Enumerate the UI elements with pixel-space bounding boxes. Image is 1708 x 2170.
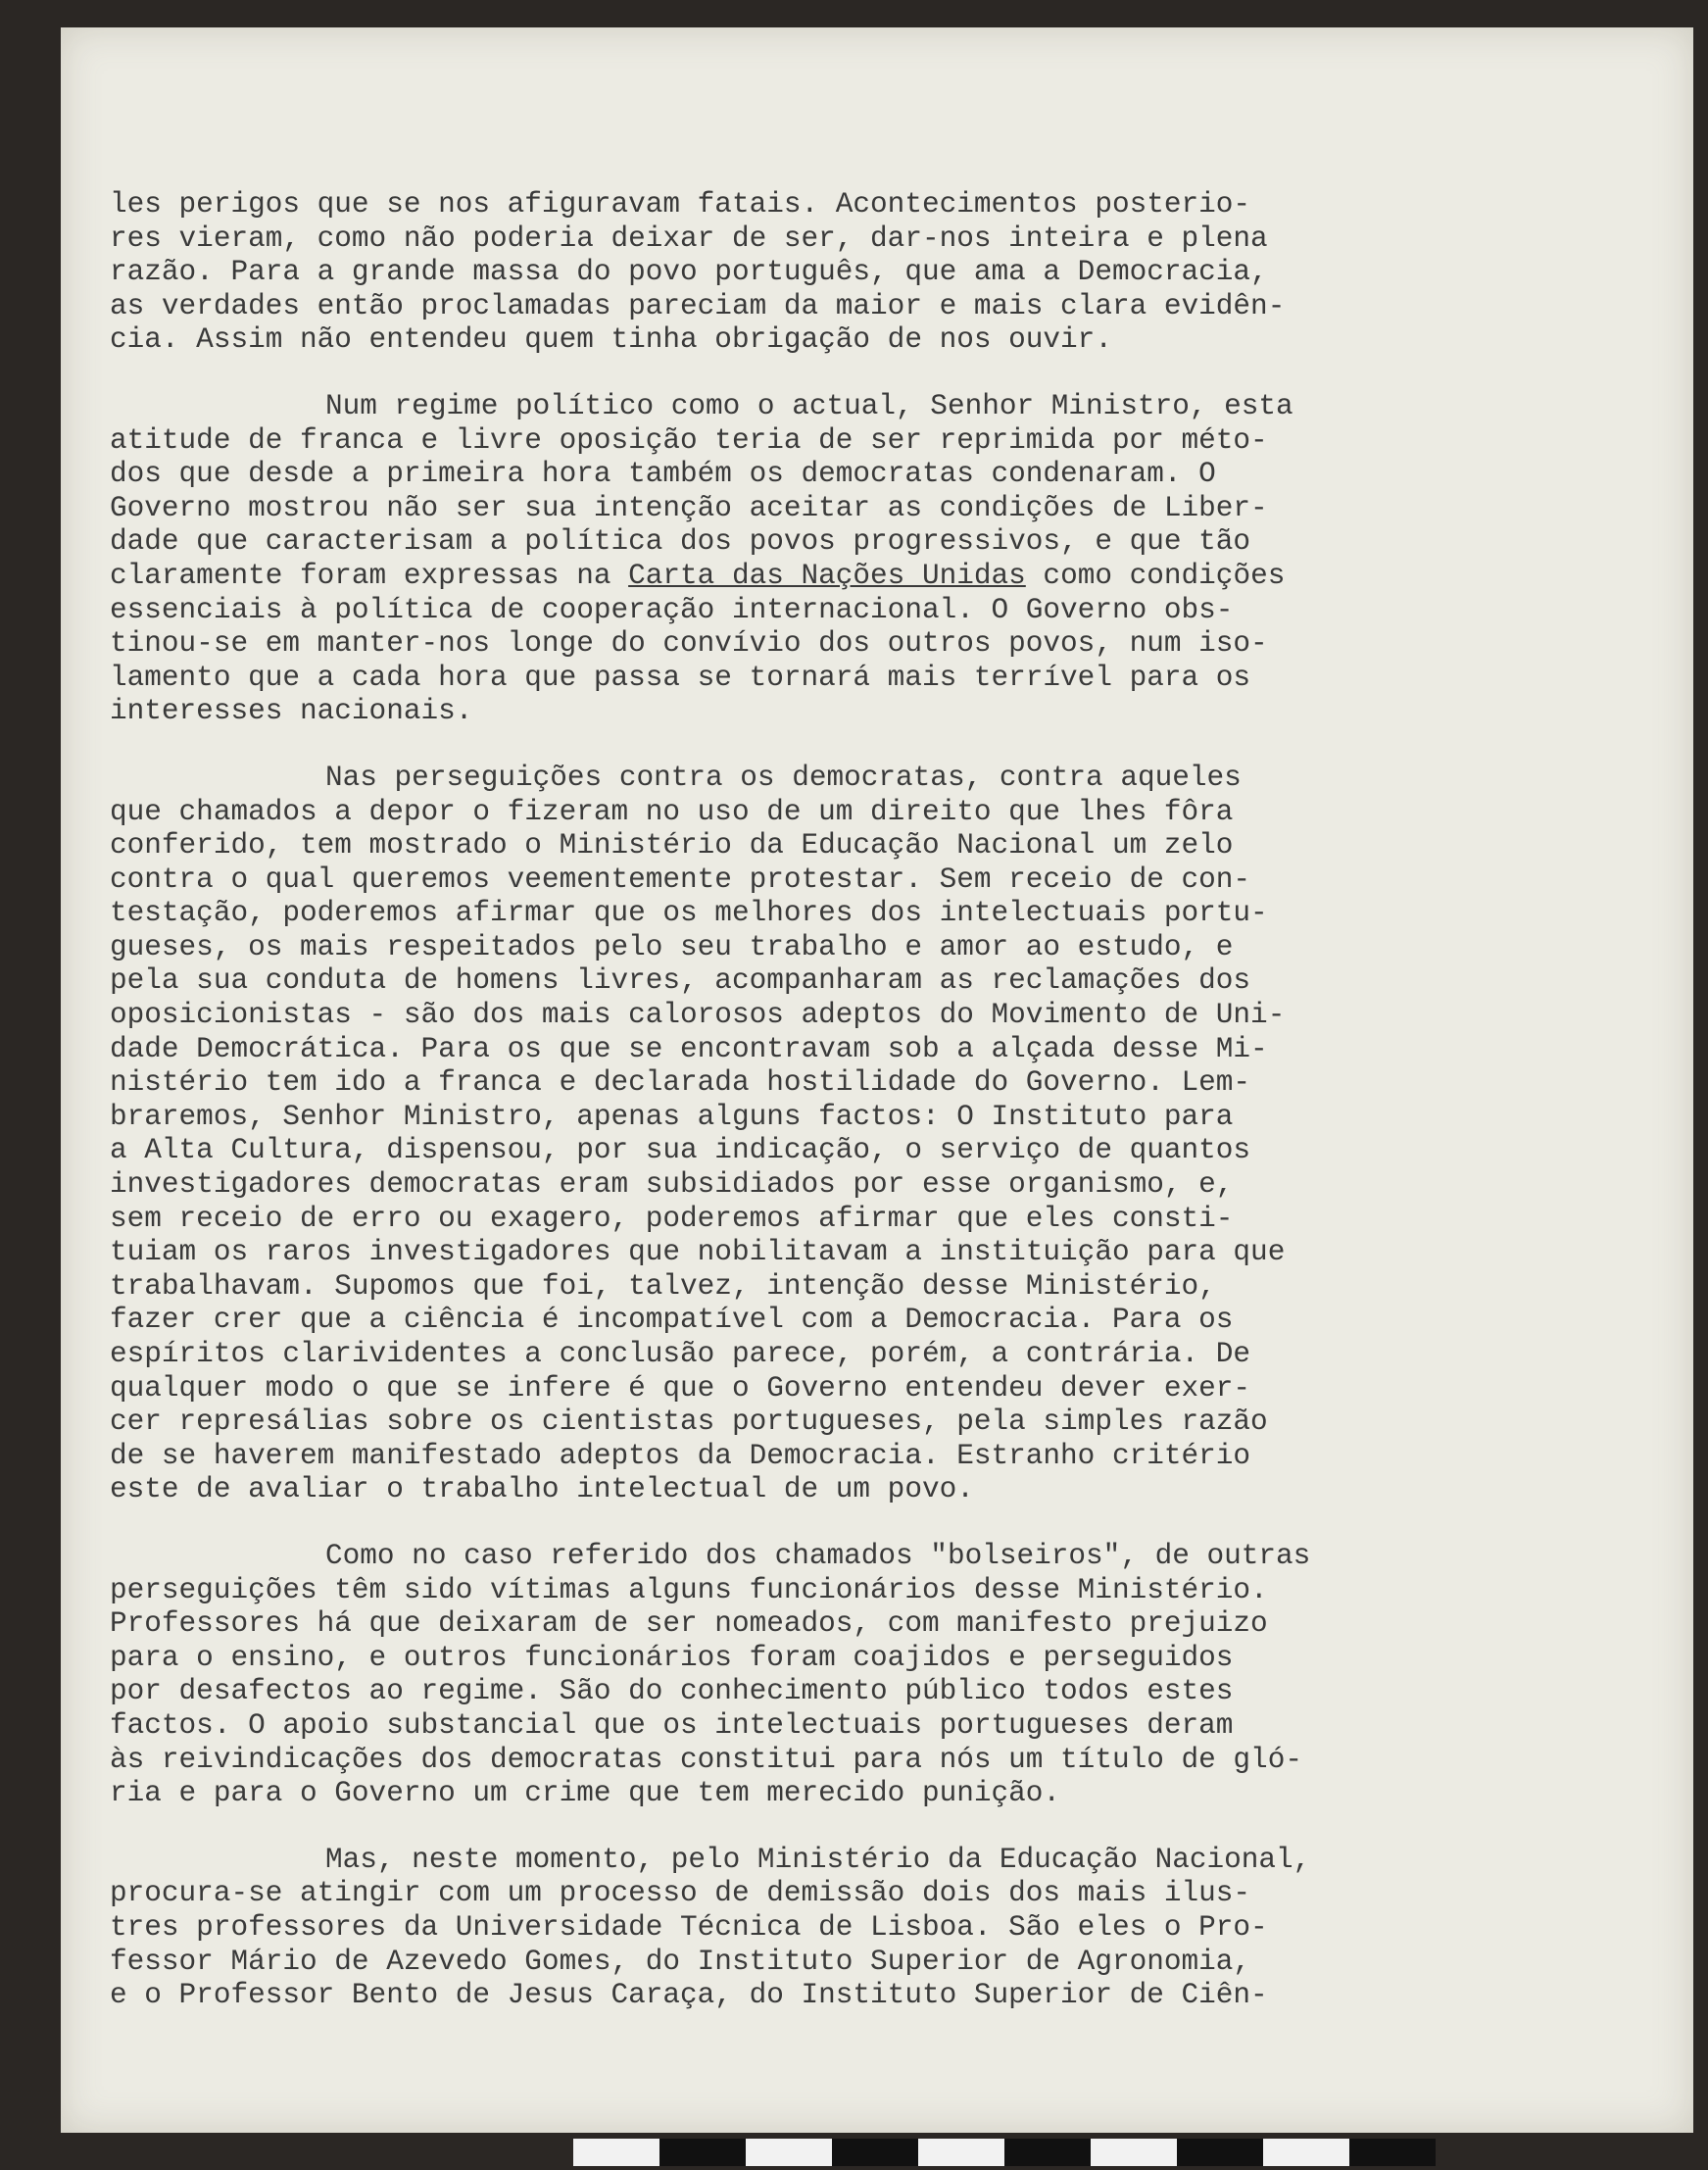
text-line: dos que desde a primeira hora também os democratas condenaram. O [110,458,1216,491]
text-line: dade que caracterisam a política dos povos progressivos, e que tão [110,525,1251,559]
text-line: interesses nacionais. [110,695,473,728]
text-line: Num regime político como o actual, Senhor Ministro, esta [325,389,1293,422]
text-line: factos. O apoio substancial que os intelectuais portugueses deram [110,1708,1234,1742]
text-line: sem receio de erro ou exagero, poderemos afirmar que eles consti- [110,1202,1234,1235]
text-line: res vieram, como não poderia deixar de ser, dar-nos inteira e plena [110,222,1268,255]
paragraph-4 [110,1540,1521,1811]
scale-bar-segment [918,2139,1004,2166]
paragraph-5 [110,1844,1521,2013]
text-line: fazer crer que a ciência é incompatível com a Democracia. Para os [110,1304,1234,1337]
text-line: Como no caso referido dos chamados "bolseiros", de outras [325,1539,1311,1572]
text-line: procura-se atingir com um processo de demissão dois dos mais ilus- [110,1877,1251,1910]
text-line: atitude de franca e livre oposição teria de ser reprimida por méto- [110,423,1268,457]
text-line: trabalhavam. Supomos que foi, talvez, intenção desse Ministério, [110,1269,1216,1303]
text-line: gueses, os mais respeitados pelo seu trabalho e amor ao estudo, e [110,930,1234,963]
text-line: essenciais à política de cooperação internacional. O Governo obs- [110,593,1234,626]
text-line: cer represálias sobre os cientistas portugueses, pela simples razão [110,1406,1268,1439]
paragraph-2 [110,390,1521,729]
text-line: Professores há que deixaram de ser nomeados, com manifesto prejuizo [110,1607,1268,1641]
scale-bar-segment [1177,2139,1263,2166]
paragraph-1 [110,188,1521,358]
text-line: fessor Mário de Azevedo Gomes, do Instituto Superior de Agronomia, [110,1945,1251,1978]
text-line: lamento que a cada hora que passa se tornará mais terrível para os [110,661,1251,694]
text-line: a Alta Cultura, dispensou, por sua indicação, o serviço de quantos [110,1134,1251,1167]
scale-bar-segment [746,2139,832,2166]
underlined-charter-title: Carta das Nações Unidas [628,559,1026,592]
text-line: e o Professor Bento de Jesus Caraça, do Instituto Superior de Ciên- [110,1979,1268,2012]
text-line: para o ensino, e outros funcionários foram coajidos e perseguidos [110,1641,1234,1674]
scale-bar-segment [1349,2139,1436,2166]
text-line: dade Democrática. Para os que se encontravam sob a alçada desse Mi- [110,1032,1268,1065]
text-fragment: como condições [1025,559,1286,592]
text-line: Nas perseguições contra os democratas, contra aqueles [325,761,1242,794]
text-line: tres professores da Universidade Técnica de Lisboa. São eles o Pro- [110,1910,1268,1944]
text-line: conferido, tem mostrado o Ministério da Educação Nacional um zelo [110,829,1234,863]
text-fragment: claramente foram expressas na [110,559,629,592]
text-line: qualquer modo o que se infere é que o Governo entendeu dever exer- [110,1371,1251,1405]
text-line: perseguições têm sido vítimas alguns funcionários desse Ministério. [110,1573,1268,1606]
text-line-with-underline [110,560,1521,594]
text-line: Mas, neste momento, pelo Ministério da Educação Nacional, [325,1843,1311,1876]
scale-bar-segment [832,2139,918,2166]
text-line: tuiam os raros investigadores que nobilitavam a instituição para que [110,1236,1286,1269]
text-line: por desafectos ao regime. São do conhecimento público todos estes [110,1675,1234,1708]
paragraph-3 [110,762,1521,1507]
scale-bar-segment [1091,2139,1177,2166]
text-line: pela sua conduta de homens livres, acompanharam as reclamações dos [110,964,1251,998]
scale-bar-segment [1004,2139,1091,2166]
scale-bar-segment [659,2139,746,2166]
text-line: ria e para o Governo um crime que tem merecido punição. [110,1777,1061,1810]
text-line: espíritos clarividentes a conclusão parece, porém, a contrária. De [110,1338,1251,1370]
text-line: que chamados a depor o fizeram no uso de um direito que lhes fôra [110,795,1234,828]
scale-bar [573,2139,1436,2166]
text-line: nistério tem ido a franca e declarada hostilidade do Governo. Lem- [110,1066,1251,1100]
scale-bar-segment [1263,2139,1349,2166]
text-line: tinou-se em manter-nos longe do convívio dos outros povos, num iso- [110,627,1268,661]
scale-bar-segment [573,2139,659,2166]
document-body [110,188,1521,2046]
text-line: de se haverem manifestado adeptos da Democracia. Estranho critério [110,1439,1251,1472]
text-line: braremos, Senhor Ministro, apenas alguns factos: O Instituto para [110,1100,1234,1133]
text-line: contra o qual queremos veementemente protestar. Sem receio de con- [110,863,1251,896]
text-line: as verdades então proclamadas pareciam da maior e mais clara evidên- [110,289,1286,322]
text-line: cia. Assim não entendeu quem tinha obrigação de nos ouvir. [110,323,1112,357]
text-line: este de avaliar o trabalho intelectual de um povo. [110,1473,974,1506]
text-line: Governo mostrou não ser sua intenção aceitar as condições de Liber- [110,491,1268,524]
text-line: les perigos que se nos afiguravam fatais. Acontecimentos posterio- [110,188,1251,221]
text-line: investigadores democratas eram subsidiados por esse organismo, e, [110,1168,1234,1202]
text-line: oposicionistas - são dos mais calorosos adeptos do Movimento de Uni- [110,999,1286,1032]
text-line: testação, poderemos afirmar que os melhores dos intelectuais portu- [110,897,1268,930]
text-line: às reivindicações dos democratas constitui para nós um título de gló- [110,1743,1302,1776]
text-line: razão. Para a grande massa do povo português, que ama a Democracia, [110,256,1268,289]
